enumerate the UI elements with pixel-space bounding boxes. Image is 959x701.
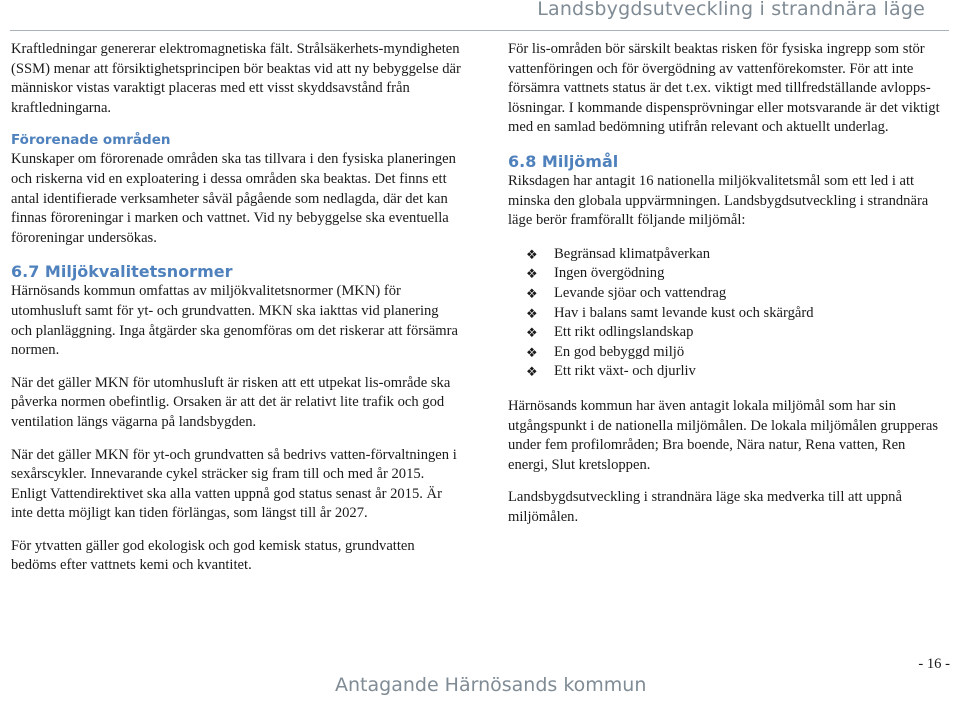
- section-heading-6-7: [11, 261, 463, 282]
- list-item: ❖ Levande sjöar och vattendrag: [526, 284, 942, 304]
- paragraph: För ytvatten gäller god ekologisk och god kemisk status, grundvatten bedöms efter vattnets kemi och kvantitet.: [11, 537, 415, 574]
- section-heading-6-8: [508, 151, 942, 172]
- paragraph: Riksdagen har antagit 16 nationella miljökvalitetsmål som ett led i att minska den globala uppvärmningen. Landsbygdsutveckling i strandnära läge berör framförallt följande miljömål:: [508, 172, 929, 229]
- page-number: - 16 -: [918, 656, 950, 672]
- paragraph: När det gäller MKN för yt-och grundvatten så bedrivs vatten-förvaltningen i sexårscykler. Innevarande cykel sträcker sig fram till och med år 2015. Enligt Vattendirektivet ska alla vatten uppnå god status senast år 2015. Är inte detta möjligt kan tiden förlängas, som längst till år 2027.: [11, 446, 457, 522]
- paragraph: Härnösands kommun omfattas av miljökvalitetsnormer (MKN) för utomhusluft samt för yt- och grundvatten. MKN ska iakttas vid planering och planläggning. Inga åtgärder ska genomföras om det riskerar att försämra normen.: [11, 283, 458, 359]
- list-item: ❖ Ett rikt odlingslandskap: [526, 323, 942, 343]
- paragraph: Kunskaper om förorenade områden ska tas tillvara i den fysiska planeringen och riskerna vid en exploatering i dessa områden ska beaktas. Det finns ett antal identifierade verksamheter såväl pågående som nedlagda, där det kan finnas föroreningar i marken och vattnet. Vid ny bebyggelse ska eventuella föroreningar undersökas.: [11, 151, 456, 246]
- list-item: ❖ Ett rikt växt- och djurliv: [526, 362, 942, 382]
- header-divider: [10, 30, 949, 31]
- list-item: ❖ Hav i balans samt levande kust och skärgård: [526, 304, 942, 324]
- section-number: 6.8: [508, 151, 537, 171]
- paragraph: Kraftledningar genererar elektromagnetiska fält. Strålsäkerhets-myndigheten (SSM) menar att försiktighetsprincipen bör beaktas vid att ny bebyggelse där människor vistas varaktigt placeras med ett visst skyddsavstånd från kraftledningarna.: [11, 41, 461, 116]
- paragraph: Härnösands kommun har även antagit lokala miljömål som har sin utgångspunkt i de nationella miljömålen. De lokala miljömålen grupperas under fem profilområden; Bra boende, Nära natur, Rena vatten, Ren energi, Slut kretsloppen.: [508, 397, 939, 473]
- diamond-bullet-icon: ❖: [526, 364, 538, 380]
- right-column: [508, 40, 942, 540]
- section-number: 6.7: [11, 262, 40, 282]
- diamond-bullet-icon: ❖: [526, 266, 538, 282]
- diamond-bullet-icon: ❖: [526, 285, 538, 301]
- section-title: Miljökvalitetsnormer: [44, 262, 233, 282]
- section-title: Miljömål: [541, 151, 619, 171]
- list-item: ❖ Ingen övergödning: [526, 264, 942, 284]
- paragraph: När det gäller MKN för utomhusluft är risken att ett utpekat lis-område ska påverka normen obefintlig. Orsaken är att det är relativt lite trafik och god ventilation längs vägarna på landsbygden.: [11, 374, 451, 430]
- diamond-bullet-icon: ❖: [526, 325, 538, 341]
- list-item: ❖ En god bebyggd miljö: [526, 343, 942, 363]
- page-header-title: Landsbygdsutveckling i strandnära läge: [537, 0, 925, 20]
- diamond-bullet-icon: ❖: [526, 344, 538, 360]
- page-footer-title: Antagande Härnösands kommun: [335, 674, 647, 696]
- environmental-goals-list: [526, 245, 942, 382]
- left-column: [11, 40, 463, 589]
- paragraph: Landsbygdsutveckling i strandnära läge ska medverka till att uppnå miljömålen.: [508, 489, 902, 525]
- list-item: ❖ Begränsad klimatpåverkan: [526, 245, 942, 265]
- diamond-bullet-icon: ❖: [526, 305, 538, 321]
- subheading-contaminated-areas: Förorenade områden: [11, 132, 171, 149]
- paragraph: För lis-områden bör särskilt beaktas risken för fysiska ingrepp som stör vattenföringen och för övergödning av vattenförekomster. För att inte försämra vattnets status är det t.ex. viktigt med tillfredställande avlopps-lösningar. I kommande dispensprövningar eller motsvarande är det viktigt med en samlad bedömning utifrån relevant och aktuellt underlag.: [508, 41, 940, 136]
- diamond-bullet-icon: ❖: [526, 246, 538, 262]
